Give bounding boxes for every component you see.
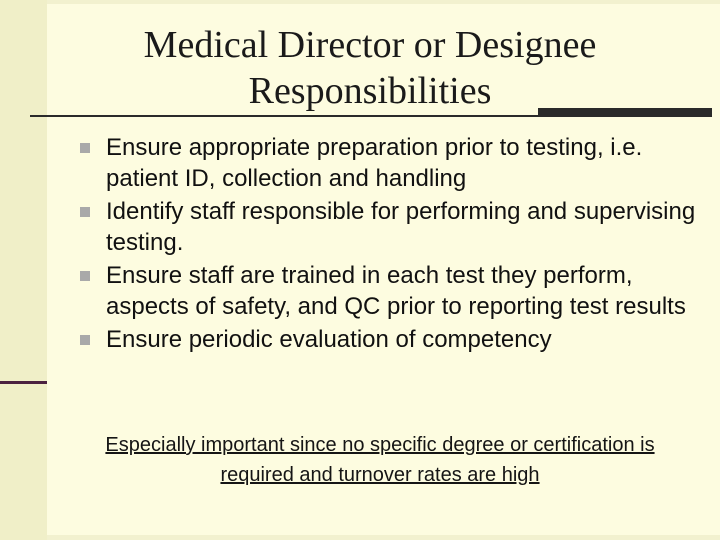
bullet-list: [78, 132, 698, 357]
slide-title-line-2: Responsibilities: [248, 70, 492, 112]
slide-title: [60, 22, 680, 114]
bullet-item: [78, 132, 698, 194]
square-bullet-icon: [80, 335, 90, 345]
left-decorative-band: [0, 0, 47, 540]
bullet-text: Identify staff responsible for performing and supervising testing.: [106, 198, 696, 256]
slide-title-line-1: Medical Director or Designee: [143, 24, 597, 66]
bullet-item: [78, 196, 698, 258]
top-decorative-band: [47, 0, 720, 4]
square-bullet-icon: [80, 143, 90, 153]
slide-note: Especially important since no specific degree or certification is required and turnover rates are high: [105, 434, 655, 486]
bullet-text: Ensure staff are trained in each test they perform, aspects of safety, and QC prior to reporting test results: [106, 262, 686, 320]
bullet-item: [78, 260, 698, 322]
square-bullet-icon: [80, 207, 90, 217]
bullet-text: Ensure periodic evaluation of competency: [106, 326, 552, 353]
bottom-decorative-band: [47, 535, 720, 540]
square-bullet-icon: [80, 271, 90, 281]
title-divider-accent: [538, 108, 712, 117]
bullet-text: Ensure appropriate preparation prior to testing, i.e. patient ID, collection and handling: [106, 134, 643, 192]
left-accent-bar: [0, 381, 47, 384]
bullet-item: [78, 324, 698, 355]
